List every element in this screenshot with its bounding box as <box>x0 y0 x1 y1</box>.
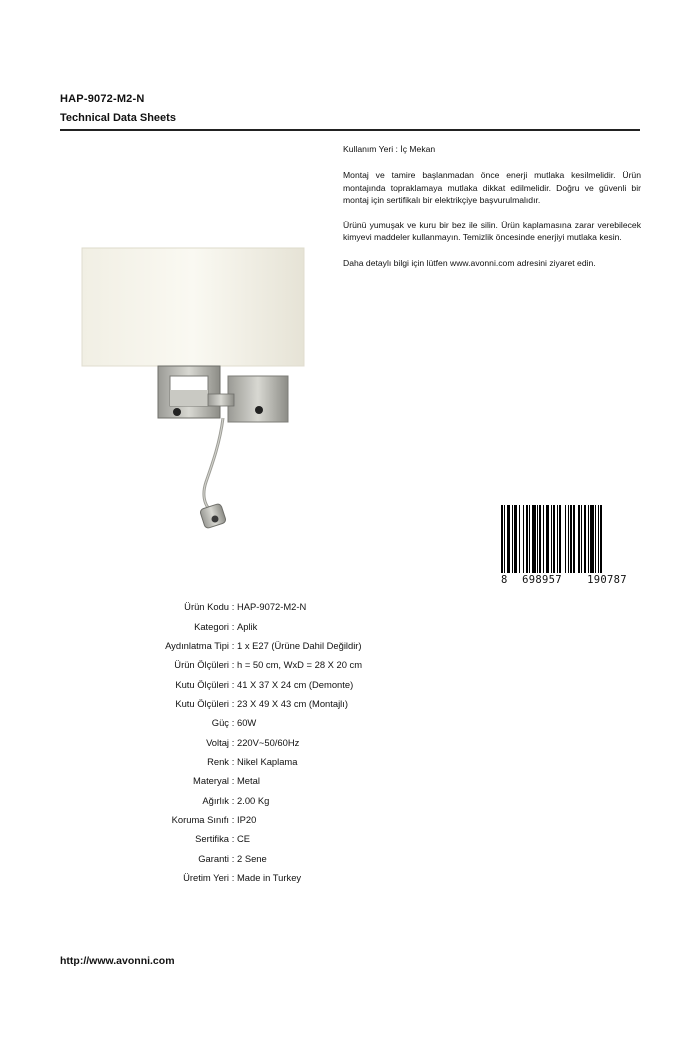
spec-label: Kutu Ölçüleri <box>175 697 229 709</box>
spec-label: Renk <box>207 755 229 767</box>
spec-separator: : <box>231 871 235 883</box>
document-header <box>60 93 640 124</box>
spec-separator: : <box>231 697 235 709</box>
spec-separator: : <box>231 639 235 651</box>
spec-value: 1 x E27 (Ürüne Dahil Değildir) <box>237 639 362 651</box>
barcode-right-group: 190787 <box>587 574 627 586</box>
spec-value: 23 X 49 X 43 cm (Montajlı) <box>237 697 348 709</box>
spec-label: Ürün Ölçüleri <box>174 659 229 671</box>
spec-row <box>80 597 520 616</box>
spec-row <box>80 771 520 790</box>
spec-separator: : <box>231 775 235 787</box>
usage-line: Kullanım Yeri : İç Mekan <box>343 144 436 154</box>
spec-separator: : <box>231 852 235 864</box>
barcode-left-group: 698957 <box>522 574 562 586</box>
spec-value: Aplik <box>237 620 258 632</box>
spec-label: Aydınlatma Tipi <box>165 639 229 651</box>
barcode <box>501 505 641 586</box>
spec-separator: : <box>231 678 235 690</box>
spec-value: IP20 <box>237 813 257 825</box>
spec-value: 2.00 Kg <box>237 794 270 806</box>
spec-value: CE <box>237 833 251 845</box>
spec-row <box>80 694 520 713</box>
spec-label: Garanti <box>198 852 229 864</box>
spec-label: Kategori <box>194 620 229 632</box>
barcode-bar <box>602 505 603 573</box>
spec-value: 60W <box>237 717 257 729</box>
info-text-block <box>343 143 641 282</box>
footer-url: http://www.avonni.com <box>60 955 175 967</box>
spec-row <box>80 674 520 693</box>
spec-value: 220V~50/60Hz <box>237 736 300 748</box>
spec-row <box>80 616 520 635</box>
spec-label: Kutu Ölçüleri <box>175 678 229 690</box>
barcode-lead-digit: 8 <box>501 574 508 586</box>
spec-separator: : <box>231 755 235 767</box>
spec-value: Made in Turkey <box>237 871 302 883</box>
spec-value: 2 Sene <box>237 852 267 864</box>
spec-separator: : <box>231 736 235 748</box>
spec-separator: : <box>231 813 235 825</box>
spec-row <box>80 829 520 848</box>
spec-separator: : <box>231 794 235 806</box>
spec-row <box>80 655 520 674</box>
spec-separator: : <box>231 620 235 632</box>
spec-separator: : <box>231 659 235 671</box>
spec-label: Güç <box>211 717 229 729</box>
spec-separator: : <box>231 833 235 845</box>
care-instructions: Ürünü yumuşak ve kuru bir bez ile silin. Ürün kaplamasına zarar verebilecek kimyevi maddeler kullanmayın. Temizlik öncesinde enerjiyi mutlaka kesin. <box>343 220 641 243</box>
spec-row <box>80 868 520 887</box>
spec-row <box>80 848 520 867</box>
spec-value: Nikel Kaplama <box>237 755 298 767</box>
wall-lamp-image <box>78 232 308 542</box>
product-code-title: HAP-9072-M2-N <box>60 93 145 105</box>
safety-warning: Montaj ve tamire başlanmadan önce enerji mutlaka kesilmelidir. Ürün montajında topraklamaya mutlaka dikkat edilmelidir. Doğru ve güvenli bir montaj için sertifikalı bir elektrikçiye başvurulmalıdır. <box>343 170 641 205</box>
more-info-line: Daha detaylı bilgi için lütfen www.avonni.com adresini ziyaret edin. <box>343 257 596 268</box>
barcode-bars <box>501 505 641 573</box>
spec-label: Sertifika <box>195 833 229 845</box>
spec-label: Koruma Sınıfı <box>171 813 229 825</box>
header-divider <box>60 129 640 131</box>
spec-label: Ağırlık <box>202 794 229 806</box>
spec-label: Materyal <box>193 775 229 787</box>
spec-value: Metal <box>237 775 260 787</box>
spec-table <box>80 597 520 887</box>
spec-row <box>80 810 520 829</box>
document-subtitle: Technical Data Sheets <box>60 112 176 124</box>
spec-label: Ürün Kodu <box>184 601 229 613</box>
spec-value: h = 50 cm, WxD = 28 X 20 cm <box>237 659 363 671</box>
spec-row <box>80 713 520 732</box>
spec-value: 41 X 37 X 24 cm (Demonte) <box>237 678 354 690</box>
spec-separator: : <box>231 601 235 613</box>
spec-label: Üretim Yeri <box>183 871 229 883</box>
spec-label: Voltaj <box>206 736 229 748</box>
spec-separator: : <box>231 717 235 729</box>
spec-row <box>80 732 520 751</box>
barcode-digits <box>501 574 641 586</box>
spec-row <box>80 636 520 655</box>
spec-row <box>80 790 520 809</box>
spec-value: HAP-9072-M2-N <box>237 601 307 613</box>
spec-row <box>80 752 520 771</box>
